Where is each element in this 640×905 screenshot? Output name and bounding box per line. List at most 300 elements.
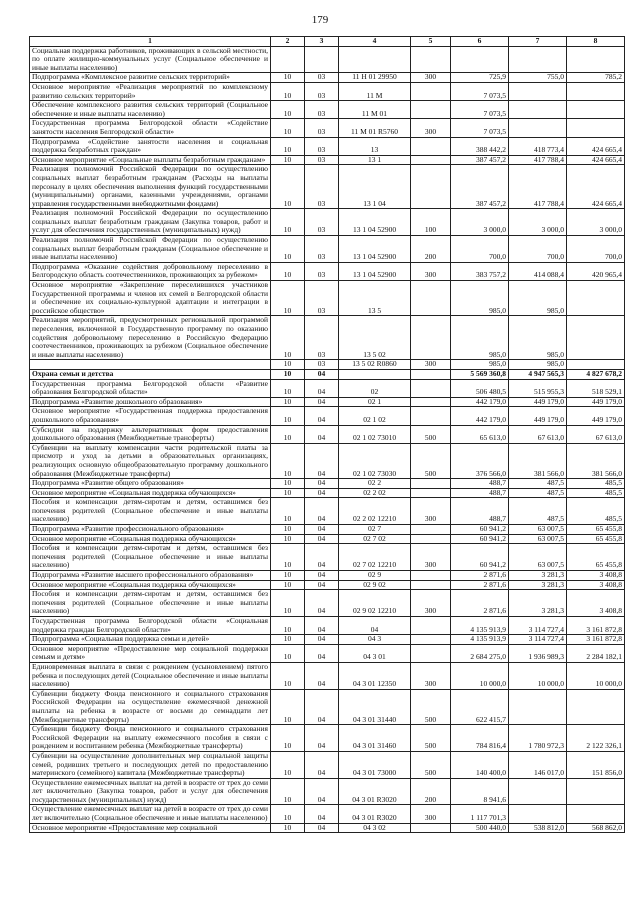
row-target-code: 02 2 — [339, 479, 411, 489]
row-name: Основное мероприятие «Предоставление мер социальной — [30, 823, 271, 833]
row-subsection: 03 — [305, 316, 339, 360]
row-amount-year1: 388 442,2 — [451, 137, 509, 155]
row-name: Подпрограмма «Комплексное развитие сельских территорий» — [30, 73, 271, 83]
row-amount-year1: 488,7 — [451, 479, 509, 489]
row-subsection: 04 — [305, 407, 339, 425]
table-header-row — [30, 37, 625, 47]
row-amount-year1: 7 073,5 — [451, 101, 509, 119]
row-name: Основное мероприятие «Социальная поддержка обучающихся» — [30, 580, 271, 590]
table-row — [30, 369, 625, 379]
row-name: Пособия и компенсации детям-сиротам и детям, оставшимся без попечения родителей (Социальное обеспечение и иные выплаты населению) — [30, 590, 271, 617]
row-expense-type: 300 — [411, 360, 451, 370]
row-subsection: 04 — [305, 635, 339, 645]
row-name: Осуществление ежемесячных выплат на детей в возрасте от трех до семи лет включительно (Социальное обеспечение и иные выплаты населению) — [30, 805, 271, 823]
row-expense-type: 500 — [411, 443, 451, 478]
row-target-code: 02 9 02 12210 — [339, 590, 411, 617]
col-header: 5 — [411, 37, 451, 47]
row-section: 10 — [271, 580, 305, 590]
row-amount-year1: 622 415,7 — [451, 689, 509, 724]
row-section: 10 — [271, 778, 305, 805]
row-expense-type — [411, 165, 451, 209]
row-section: 10 — [271, 751, 305, 778]
table-row — [30, 360, 625, 370]
row-target-code: 02 9 — [339, 571, 411, 581]
row-amount-year1: 1 117 701,3 — [451, 805, 509, 823]
row-name: Государственная программа Белгородской области «Социальная поддержка граждан Белгородской области» — [30, 617, 271, 635]
row-expense-type — [411, 488, 451, 498]
row-name: Субвенции бюджету Фонда пенсионного и социального страхования Российской Федерации на выплату ежемесячного пособия в связи с рождением и воспитанием ребенка (Межбюджетные трансферты) — [30, 725, 271, 752]
row-amount-year2: 3 000,0 — [509, 209, 567, 236]
row-section: 10 — [271, 379, 305, 397]
table-row — [30, 778, 625, 805]
table-row — [30, 534, 625, 544]
row-target-code: 02 1 — [339, 397, 411, 407]
row-amount-year1: 8 941,6 — [451, 778, 509, 805]
row-name: Реализация полномочий Российской Федерации по осуществлению социальных выплат безработным гражданам (Расходы на выплаты персоналу в целях обеспечения выполнения функций государственными (муниципальными) органами, казенными учреждениями, органами управления государственными внебюджетными фондами) — [30, 165, 271, 209]
row-target-code: 13 5 02 R0860 — [339, 360, 411, 370]
row-amount-year2 — [509, 805, 567, 823]
table-row — [30, 407, 625, 425]
row-subsection: 03 — [305, 165, 339, 209]
row-target-code: 13 1 — [339, 155, 411, 165]
row-section: 10 — [271, 82, 305, 100]
row-amount-year1: 2 871,6 — [451, 580, 509, 590]
row-subsection: 04 — [305, 644, 339, 662]
row-expense-type: 100 — [411, 209, 451, 236]
row-expense-type: 200 — [411, 778, 451, 805]
row-subsection — [305, 46, 339, 73]
table-row — [30, 635, 625, 645]
row-subsection: 04 — [305, 662, 339, 689]
row-amount-year2: 487,5 — [509, 498, 567, 525]
row-target-code: 13 — [339, 137, 411, 155]
row-amount-year2: 146 017,0 — [509, 751, 567, 778]
row-amount-year3: 151 856,0 — [567, 751, 625, 778]
table-row — [30, 379, 625, 397]
row-amount-year2: 985,0 — [509, 360, 567, 370]
table-row — [30, 82, 625, 100]
row-section: 10 — [271, 662, 305, 689]
row-amount-year2: 3 281,3 — [509, 571, 567, 581]
table-row — [30, 525, 625, 535]
row-amount-year1: 4 135 913,9 — [451, 617, 509, 635]
row-target-code: 11 Н 01 29950 — [339, 73, 411, 83]
row-amount-year3: 424 665,4 — [567, 165, 625, 209]
row-expense-type — [411, 407, 451, 425]
row-target-code: 02 — [339, 379, 411, 397]
row-subsection: 03 — [305, 137, 339, 155]
row-amount-year2 — [509, 82, 567, 100]
row-amount-year3: 485,5 — [567, 479, 625, 489]
row-subsection: 04 — [305, 379, 339, 397]
row-subsection: 04 — [305, 369, 339, 379]
row-section: 10 — [271, 369, 305, 379]
row-expense-type: 300 — [411, 590, 451, 617]
table-row — [30, 580, 625, 590]
row-target-code: 04 3 02 — [339, 823, 411, 833]
row-section: 10 — [271, 73, 305, 83]
row-amount-year1: 442 179,0 — [451, 397, 509, 407]
row-amount-year3: 2 122 326,1 — [567, 725, 625, 752]
row-target-code: 13 5 — [339, 281, 411, 316]
row-section: 10 — [271, 209, 305, 236]
row-amount-year2: 487,5 — [509, 488, 567, 498]
row-section: 10 — [271, 635, 305, 645]
row-name: Подпрограмма «Развитие профессионального образования» — [30, 525, 271, 535]
row-section: 10 — [271, 544, 305, 571]
row-amount-year3: 3 000,0 — [567, 209, 625, 236]
row-expense-type — [411, 82, 451, 100]
row-section: 10 — [271, 236, 305, 263]
row-subsection: 04 — [305, 525, 339, 535]
row-subsection: 04 — [305, 751, 339, 778]
row-name: Обеспечение комплексного развития сельских территорий (Социальное обеспечение и иные выплаты населению) — [30, 101, 271, 119]
row-amount-year1: 784 816,4 — [451, 725, 509, 752]
row-subsection: 03 — [305, 360, 339, 370]
row-target-code: 04 3 — [339, 635, 411, 645]
row-name: Основное мероприятие «Закрепление переселившихся участников Государственной программы и членов их семей в Белгородской области и обеспечение их социально-культурной адаптации и интеграции в российское общество» — [30, 281, 271, 316]
col-header: 6 — [451, 37, 509, 47]
page-number: 179 — [311, 14, 329, 26]
row-name: Подпрограмма «Развитие дошкольного образования» — [30, 397, 271, 407]
row-name: Основное мероприятие «Социальная поддержка обучающихся» — [30, 488, 271, 498]
row-name: Пособия и компенсации детям-сиротам и детям, оставшимся без попечения родителей (Социальное обеспечение и иные выплаты населению) — [30, 498, 271, 525]
row-amount-year3: 4 827 678,2 — [567, 369, 625, 379]
row-amount-year2: 417 788,4 — [509, 165, 567, 209]
row-target-code: 02 1 02 73010 — [339, 425, 411, 443]
row-amount-year2: 63 007,5 — [509, 544, 567, 571]
row-amount-year1: 488,7 — [451, 498, 509, 525]
row-target-code: 04 3 01 12350 — [339, 662, 411, 689]
row-amount-year1: 140 400,0 — [451, 751, 509, 778]
row-amount-year3: 381 566,0 — [567, 443, 625, 478]
row-subsection: 04 — [305, 479, 339, 489]
row-section: 10 — [271, 137, 305, 155]
row-amount-year2: 417 788,4 — [509, 155, 567, 165]
row-amount-year2: 755,0 — [509, 73, 567, 83]
row-section — [271, 46, 305, 73]
table-row — [30, 823, 625, 833]
row-expense-type — [411, 137, 451, 155]
table-row — [30, 281, 625, 316]
row-amount-year2: 700,0 — [509, 236, 567, 263]
budget-table — [29, 36, 625, 833]
row-subsection: 04 — [305, 443, 339, 478]
row-amount-year1 — [451, 46, 509, 73]
row-amount-year1: 3 000,0 — [451, 209, 509, 236]
row-amount-year3: 65 455,8 — [567, 525, 625, 535]
row-expense-type: 300 — [411, 262, 451, 280]
row-expense-type: 500 — [411, 725, 451, 752]
row-target-code: 04 3 01 31440 — [339, 689, 411, 724]
row-amount-year2: 985,0 — [509, 316, 567, 360]
row-amount-year3: 485,5 — [567, 488, 625, 498]
table-row — [30, 209, 625, 236]
row-amount-year1: 2 684 275,0 — [451, 644, 509, 662]
row-name: Охрана семьи и детства — [30, 369, 271, 379]
row-name: Подпрограмма «Содействие занятости населения и социальная поддержка безработных граждан» — [30, 137, 271, 155]
row-expense-type: 500 — [411, 689, 451, 724]
table-row — [30, 155, 625, 165]
table-row — [30, 479, 625, 489]
row-name: Основное мероприятие «Социальные выплаты безработным гражданам» — [30, 155, 271, 165]
table-row — [30, 805, 625, 823]
row-name: Основное мероприятие «Реализация мероприятий по комплексному развитию сельских территорий» — [30, 82, 271, 100]
row-subsection: 03 — [305, 82, 339, 100]
row-subsection: 04 — [305, 725, 339, 752]
table-row — [30, 644, 625, 662]
row-amount-year1: 700,0 — [451, 236, 509, 263]
row-target-code: 13 1 04 52900 — [339, 236, 411, 263]
row-section: 10 — [271, 534, 305, 544]
row-expense-type: 500 — [411, 751, 451, 778]
row-target-code: 02 2 02 — [339, 488, 411, 498]
row-amount-year1: 65 613,0 — [451, 425, 509, 443]
row-expense-type — [411, 379, 451, 397]
row-amount-year1: 985,0 — [451, 281, 509, 316]
row-target-code: 13 1 04 52900 — [339, 209, 411, 236]
row-name: Основное мероприятие «Социальная поддержка обучающихся» — [30, 534, 271, 544]
table-row — [30, 751, 625, 778]
row-amount-year2: 449 179,0 — [509, 397, 567, 407]
row-name: Субвенции бюджету Фонда пенсионного и социального страхования Российской Федерации на осуществление ежемесячной денежной выплаты на ребенка в возрасте от восьми до семнадцати лет (Межбюджетные трансферты) — [30, 689, 271, 724]
row-subsection: 04 — [305, 534, 339, 544]
row-amount-year3 — [567, 778, 625, 805]
row-subsection: 03 — [305, 262, 339, 280]
row-subsection: 04 — [305, 580, 339, 590]
row-section: 10 — [271, 360, 305, 370]
row-amount-year3 — [567, 281, 625, 316]
row-target-code: 02 7 — [339, 525, 411, 535]
row-amount-year2 — [509, 689, 567, 724]
row-amount-year3 — [567, 360, 625, 370]
row-target-code: 11 М 01 — [339, 101, 411, 119]
row-target-code: 11 М 01 R5760 — [339, 119, 411, 137]
row-target-code: 04 3 01 R3020 — [339, 805, 411, 823]
row-expense-type — [411, 46, 451, 73]
row-amount-year1: 7 073,5 — [451, 82, 509, 100]
row-amount-year3 — [567, 101, 625, 119]
row-subsection: 04 — [305, 778, 339, 805]
row-section: 10 — [271, 525, 305, 535]
row-name: Социальная поддержка работников, проживающих в сельской местности, по оплате жилищно-коммунальных услуг (Социальное обеспечение и иные выплаты населению) — [30, 46, 271, 73]
row-amount-year1: 985,0 — [451, 360, 509, 370]
row-section: 10 — [271, 281, 305, 316]
row-amount-year1: 376 566,0 — [451, 443, 509, 478]
row-section: 10 — [271, 823, 305, 833]
table-body — [30, 46, 625, 833]
row-name: Подпрограмма «Оказание содействия добровольному переселению в Белгородскую область соотечественников, проживающих за рубежом» — [30, 262, 271, 280]
row-amount-year2: 381 566,0 — [509, 443, 567, 478]
row-section: 10 — [271, 689, 305, 724]
row-section: 10 — [271, 590, 305, 617]
row-amount-year2 — [509, 778, 567, 805]
row-amount-year3: 568 862,0 — [567, 823, 625, 833]
row-amount-year2: 985,0 — [509, 281, 567, 316]
row-amount-year2 — [509, 101, 567, 119]
row-section: 10 — [271, 725, 305, 752]
row-section: 10 — [271, 644, 305, 662]
table-row — [30, 590, 625, 617]
row-section: 10 — [271, 488, 305, 498]
row-amount-year3 — [567, 119, 625, 137]
row-subsection: 04 — [305, 425, 339, 443]
row-amount-year3 — [567, 689, 625, 724]
row-expense-type: 300 — [411, 805, 451, 823]
table-row — [30, 425, 625, 443]
row-amount-year3: 65 455,8 — [567, 534, 625, 544]
row-subsection: 04 — [305, 689, 339, 724]
row-amount-year2: 3 114 727,4 — [509, 635, 567, 645]
row-name: Основное мероприятие «Предоставление мер социальной поддержки семьям и детям» — [30, 644, 271, 662]
table-row — [30, 137, 625, 155]
row-subsection: 04 — [305, 397, 339, 407]
row-expense-type — [411, 101, 451, 119]
row-expense-type: 300 — [411, 662, 451, 689]
row-expense-type — [411, 635, 451, 645]
row-target-code: 02 7 02 — [339, 534, 411, 544]
row-target-code: 02 9 02 — [339, 580, 411, 590]
row-target-code: 02 1 02 — [339, 407, 411, 425]
table-row — [30, 488, 625, 498]
row-name: Реализация полномочий Российской Федерации по осуществлению социальных выплат безработным гражданам (Закупка товаров, работ и услуг для обеспечения государственных (муниципальных) нужд) — [30, 209, 271, 236]
row-amount-year3: 449 179,0 — [567, 397, 625, 407]
row-amount-year2: 414 088,4 — [509, 262, 567, 280]
row-amount-year3: 785,2 — [567, 73, 625, 83]
row-amount-year3: 485,5 — [567, 498, 625, 525]
row-section: 10 — [271, 262, 305, 280]
row-amount-year3: 518 529,1 — [567, 379, 625, 397]
col-header: 4 — [339, 37, 411, 47]
row-amount-year2: 1 780 972,3 — [509, 725, 567, 752]
row-section: 10 — [271, 443, 305, 478]
row-amount-year2: 487,5 — [509, 479, 567, 489]
row-amount-year3: 3 161 872,8 — [567, 635, 625, 645]
row-amount-year2: 538 812,0 — [509, 823, 567, 833]
row-amount-year3 — [567, 82, 625, 100]
row-amount-year3: 420 965,4 — [567, 262, 625, 280]
row-amount-year2: 3 281,3 — [509, 580, 567, 590]
row-amount-year3 — [567, 805, 625, 823]
row-subsection: 04 — [305, 823, 339, 833]
row-amount-year1: 5 569 360,8 — [451, 369, 509, 379]
row-subsection: 04 — [305, 498, 339, 525]
row-amount-year2: 10 000,0 — [509, 662, 567, 689]
row-name: Субсидии на поддержку альтернативных форм предоставления дошкольного образования (Межбюджетные трансферты) — [30, 425, 271, 443]
row-amount-year2: 63 007,5 — [509, 534, 567, 544]
row-target-code: 02 2 02 12210 — [339, 498, 411, 525]
row-name: Подпрограмма «Социальная поддержка семьи и детей» — [30, 635, 271, 645]
row-amount-year1: 2 871,6 — [451, 590, 509, 617]
row-section: 10 — [271, 101, 305, 119]
row-name: Подпрограмма «Развитие общего образования» — [30, 479, 271, 489]
row-subsection: 04 — [305, 488, 339, 498]
row-subsection: 04 — [305, 805, 339, 823]
row-amount-year3: 67 613,0 — [567, 425, 625, 443]
row-target-code: 11 М — [339, 82, 411, 100]
table-row — [30, 46, 625, 73]
row-name: Основное мероприятие «Государственная поддержка предоставления дошкольного образования» — [30, 407, 271, 425]
row-amount-year2: 67 613,0 — [509, 425, 567, 443]
row-target-code: 02 1 02 73030 — [339, 443, 411, 478]
row-section: 10 — [271, 805, 305, 823]
table-row — [30, 316, 625, 360]
row-target-code: 04 3 01 31460 — [339, 725, 411, 752]
row-section: 10 — [271, 155, 305, 165]
row-amount-year1: 10 000,0 — [451, 662, 509, 689]
row-amount-year2 — [509, 119, 567, 137]
row-name: Государственная программа Белгородской области «Содействие занятости населения Белгородской области» — [30, 119, 271, 137]
row-expense-type — [411, 525, 451, 535]
row-expense-type — [411, 617, 451, 635]
row-expense-type — [411, 369, 451, 379]
table-row — [30, 544, 625, 571]
row-section: 10 — [271, 165, 305, 209]
row-section: 10 — [271, 119, 305, 137]
row-subsection: 04 — [305, 617, 339, 635]
row-expense-type — [411, 534, 451, 544]
row-expense-type — [411, 644, 451, 662]
row-expense-type — [411, 479, 451, 489]
row-target-code: 04 3 01 — [339, 644, 411, 662]
row-target-code: 04 — [339, 617, 411, 635]
row-amount-year3: 3 408,8 — [567, 571, 625, 581]
table-row — [30, 397, 625, 407]
row-expense-type — [411, 571, 451, 581]
row-expense-type — [411, 316, 451, 360]
row-subsection: 03 — [305, 119, 339, 137]
row-amount-year1: 60 941,2 — [451, 544, 509, 571]
col-header: 7 — [509, 37, 567, 47]
row-target-code: 04 3 01 R3020 — [339, 778, 411, 805]
table-row — [30, 689, 625, 724]
row-amount-year1: 725,9 — [451, 73, 509, 83]
row-expense-type: 300 — [411, 119, 451, 137]
row-subsection: 03 — [305, 236, 339, 263]
row-name: Реализация полномочий Российской Федерации по осуществлению социальных выплат безработным гражданам (Социальное обеспечение и иные выплаты населению) — [30, 236, 271, 263]
row-amount-year2: 4 947 565,3 — [509, 369, 567, 379]
row-target-code: 13 1 04 — [339, 165, 411, 209]
row-subsection: 04 — [305, 590, 339, 617]
row-name: Субвенции на осуществление дополнительных мер социальной защиты семей, родивших третьего и последующих детей по предоставлению материнского (семейного) капитала (Межбюджетные трансферты) — [30, 751, 271, 778]
row-target-code — [339, 369, 411, 379]
row-expense-type: 300 — [411, 498, 451, 525]
row-amount-year1: 500 440,0 — [451, 823, 509, 833]
row-amount-year3: 3 161 872,8 — [567, 617, 625, 635]
row-name: Субвенции на выплату компенсации части родительской платы за присмотр и уход за детьми в образовательных организациях, реализующих основную общеобразовательную программу дошкольного образования (Межбюджетные трансферты) — [30, 443, 271, 478]
row-subsection: 03 — [305, 155, 339, 165]
row-amount-year3 — [567, 46, 625, 73]
row-amount-year3: 65 455,8 — [567, 544, 625, 571]
row-amount-year2: 449 179,0 — [509, 407, 567, 425]
row-name: Осуществление ежемесячных выплат на детей в возрасте от трех до семи лет включительно (Закупка товаров, работ и услуг для обеспечения государственных (муниципальных) нужд) — [30, 778, 271, 805]
row-amount-year2 — [509, 46, 567, 73]
row-expense-type — [411, 580, 451, 590]
row-amount-year3: 3 408,8 — [567, 580, 625, 590]
row-name: Подпрограмма «Развитие высшего профессионального образования» — [30, 571, 271, 581]
row-section: 10 — [271, 407, 305, 425]
col-header: 3 — [305, 37, 339, 47]
col-header: 1 — [30, 37, 271, 47]
row-section: 10 — [271, 425, 305, 443]
table-row — [30, 571, 625, 581]
row-name: Реализация мероприятий, предусмотренных региональной программой переселения, включенной в Государственную программу по оказанию содействия добровольному переселению в Российскую Федерацию соотечественников, проживающих за рубежом (Социальное обеспечение и иные выплаты населению) — [30, 316, 271, 360]
row-amount-year3: 700,0 — [567, 236, 625, 263]
table-row — [30, 119, 625, 137]
row-subsection: 04 — [305, 571, 339, 581]
row-amount-year1: 4 135 913,9 — [451, 635, 509, 645]
row-amount-year1: 60 941,2 — [451, 534, 509, 544]
